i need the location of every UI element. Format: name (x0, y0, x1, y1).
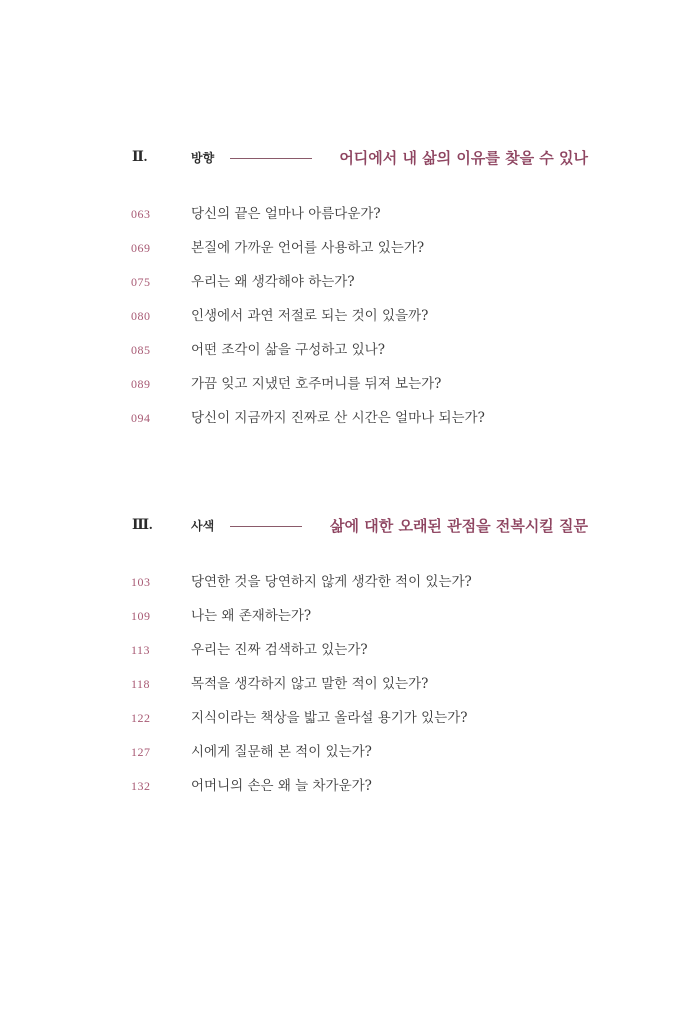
section-divider-line (230, 526, 302, 527)
entry-title: 나는 왜 존재하는가? (191, 608, 312, 624)
entry-page-number: 080 (131, 309, 151, 323)
section-numeral: Ⅱ. (132, 150, 148, 165)
entry-title: 본질에 가까운 언어를 사용하고 있는가? (191, 240, 425, 256)
entry-page-number: 063 (131, 207, 151, 221)
toc-entry[interactable] (0, 569, 682, 595)
entry-page-number: 109 (131, 609, 151, 623)
toc-entry[interactable] (0, 371, 682, 397)
entry-title: 우리는 왜 생각해야 하는가? (191, 274, 355, 290)
toc-entry[interactable] (0, 773, 682, 799)
toc-entry[interactable] (0, 235, 682, 261)
entry-page-number: 075 (131, 275, 151, 289)
toc-entry[interactable] (0, 671, 682, 697)
entry-page-number: 127 (131, 745, 151, 759)
section-title: 삶에 대한 오래된 관점을 전복시킬 질문 (330, 517, 588, 535)
entry-title: 어머니의 손은 왜 늘 차가운가? (191, 778, 372, 794)
section-divider-line (230, 158, 312, 159)
entry-page-number: 085 (131, 343, 151, 357)
toc-entry[interactable] (0, 637, 682, 663)
entry-title: 지식이라는 책상을 밟고 올라설 용기가 있는가? (191, 710, 468, 726)
section-numeral: Ⅲ. (132, 518, 153, 533)
section-name: 사색 (191, 519, 215, 533)
entry-page-number: 118 (131, 677, 151, 691)
entry-title: 당연한 것을 당연하지 않게 생각한 적이 있는가? (191, 574, 472, 590)
entry-page-number: 089 (131, 377, 151, 391)
entry-title: 시에게 질문해 본 적이 있는가? (191, 744, 372, 760)
toc-entry[interactable] (0, 269, 682, 295)
entry-title: 가끔 잊고 지냈던 호주머니를 뒤져 보는가? (191, 376, 442, 392)
entry-title: 어떤 조각이 삶을 구성하고 있나? (191, 342, 385, 358)
entry-page-number: 122 (131, 711, 151, 725)
section-header (0, 146, 682, 170)
entry-title: 당신의 끝은 얼마나 아름다운가? (191, 206, 381, 222)
entry-title: 목적을 생각하지 않고 말한 적이 있는가? (191, 676, 429, 692)
entry-page-number: 103 (131, 575, 151, 589)
section-header (0, 514, 682, 538)
section-name: 방향 (191, 151, 215, 165)
toc-entry[interactable] (0, 405, 682, 431)
toc-entry[interactable] (0, 705, 682, 731)
entry-title: 인생에서 과연 저절로 되는 것이 있을까? (191, 308, 429, 324)
entry-title: 우리는 진짜 검색하고 있는가? (191, 642, 368, 658)
toc-entry[interactable] (0, 201, 682, 227)
toc-entry[interactable] (0, 337, 682, 363)
section-title: 어디에서 내 삶의 이유를 찾을 수 있나 (339, 149, 588, 167)
toc-entry[interactable] (0, 603, 682, 629)
toc-entry[interactable] (0, 303, 682, 329)
entry-page-number: 132 (131, 779, 151, 793)
entry-title: 당신이 지금까지 진짜로 산 시간은 얼마나 되는가? (191, 410, 485, 426)
entry-page-number: 094 (131, 411, 151, 425)
toc-entry[interactable] (0, 739, 682, 765)
entry-page-number: 113 (131, 643, 151, 657)
entry-page-number: 069 (131, 241, 151, 255)
